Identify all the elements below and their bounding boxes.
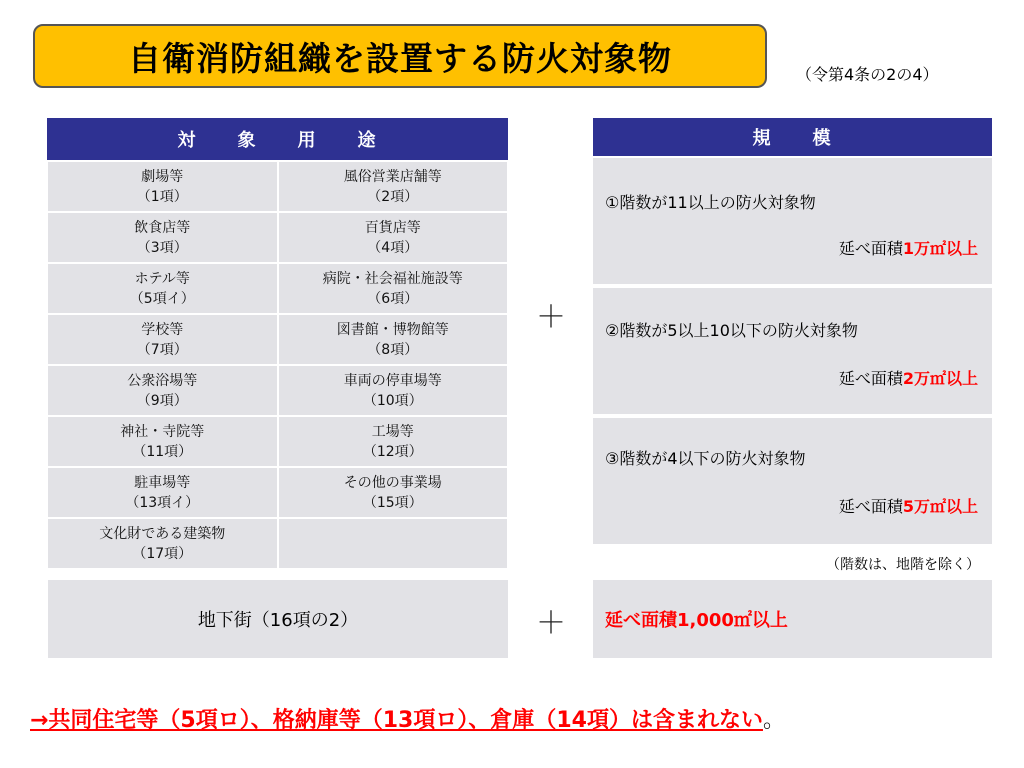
scale-condition-3: ③階数が4以下の防火対象物 <box>605 449 806 468</box>
underground-mall-label: 地下街（16項の2） <box>197 610 359 631</box>
use-cell <box>47 518 278 569</box>
use-cell <box>278 467 509 518</box>
use-name: 図書館・博物館等 <box>336 321 449 338</box>
use-name: 駐車場等 <box>134 474 191 491</box>
plus-sign-upper: ＋ <box>536 300 566 335</box>
scale-row-3 <box>593 418 992 544</box>
use-item-number: （7項） <box>136 341 188 358</box>
uses-table-row <box>47 161 508 212</box>
legal-reference: （令第4条の2の4） <box>796 65 939 84</box>
underground-area-box <box>593 580 992 658</box>
uses-table-row <box>47 416 508 467</box>
use-name: その他の事業場 <box>343 474 442 491</box>
use-cell <box>47 161 278 212</box>
scale-condition-1: ①階数が11以上の防火対象物 <box>605 193 816 212</box>
use-name: 神社・寺院等 <box>120 423 205 440</box>
use-name: 公衆浴場等 <box>127 372 198 389</box>
use-item-number: （5項イ） <box>129 290 195 307</box>
use-cell <box>47 314 278 365</box>
use-item-number: （17項） <box>132 545 193 562</box>
underground-mall-box <box>48 580 508 658</box>
exclusion-note-text: →共同住宅等（5項ロ）、格納庫等（13項ロ）、倉庫（14項）は含まれない <box>30 708 763 733</box>
scale-area-2: 延べ面積2万㎡以上 <box>838 369 978 388</box>
scale-area-1: 延べ面積1万㎡以上 <box>838 239 978 258</box>
scale-row-2 <box>593 288 992 414</box>
uses-table-row <box>47 314 508 365</box>
scale-row-1 <box>593 158 992 284</box>
use-cell <box>278 416 509 467</box>
floor-count-note: （階数は、地階を除く） <box>826 557 980 573</box>
use-name: 劇場等 <box>141 168 184 185</box>
uses-table <box>46 118 509 570</box>
use-cell <box>47 263 278 314</box>
use-cell <box>278 161 509 212</box>
use-item-number: （6項） <box>367 290 419 307</box>
use-cell <box>278 314 509 365</box>
uses-table-header: 対 象 用 途 <box>47 118 508 161</box>
scale-area-3: 延べ面積5万㎡以上 <box>838 497 978 516</box>
use-cell <box>47 467 278 518</box>
uses-table-row <box>47 212 508 263</box>
exclusion-note: →共同住宅等（5項ロ）、格納庫等（13項ロ）、倉庫（14項）は含まれない。 <box>30 708 785 733</box>
use-item-number: （1項） <box>136 188 188 205</box>
use-item-number: （4項） <box>367 239 419 256</box>
use-cell <box>47 416 278 467</box>
title-box <box>33 24 767 88</box>
use-name: 百貨店等 <box>364 219 421 236</box>
use-item-number: （12項） <box>362 443 423 460</box>
use-item-number: （13項イ） <box>125 494 200 511</box>
use-item-number: （11項） <box>132 443 193 460</box>
use-name: 文化財である建築物 <box>99 525 226 542</box>
scale-condition-2: ②階数が5以上10以下の防火対象物 <box>605 321 858 340</box>
use-name: 病院・社会福祉施設等 <box>322 270 463 287</box>
use-item-number: （8項） <box>367 341 419 358</box>
uses-table-row <box>47 518 508 569</box>
use-item-number: （9項） <box>136 392 188 409</box>
scale-header: 規 模 <box>593 118 992 156</box>
use-item-number: （3項） <box>136 239 188 256</box>
use-name: 飲食店等 <box>134 219 191 236</box>
use-cell <box>47 365 278 416</box>
uses-table-row <box>47 467 508 518</box>
underground-area-label: 延べ面積1,000㎡以上 <box>605 610 788 631</box>
use-item-number: （15項） <box>362 494 423 511</box>
use-cell <box>47 212 278 263</box>
use-item-number: （2項） <box>367 188 419 205</box>
use-cell <box>278 263 509 314</box>
use-name: 工場等 <box>371 423 414 440</box>
use-cell <box>278 518 509 569</box>
use-cell <box>278 365 509 416</box>
use-name: 車両の停車場等 <box>343 372 442 389</box>
use-name: 風俗営業店舗等 <box>343 168 442 185</box>
use-item-number: （10項） <box>362 392 423 409</box>
page-title: 自衛消防組織を設置する防火対象物 <box>128 38 672 78</box>
uses-table-row <box>47 365 508 416</box>
plus-sign-lower: ＋ <box>536 606 566 641</box>
use-name: ホテル等 <box>134 270 190 287</box>
use-name: 学校等 <box>141 321 184 338</box>
uses-table-row <box>47 263 508 314</box>
use-cell <box>278 212 509 263</box>
